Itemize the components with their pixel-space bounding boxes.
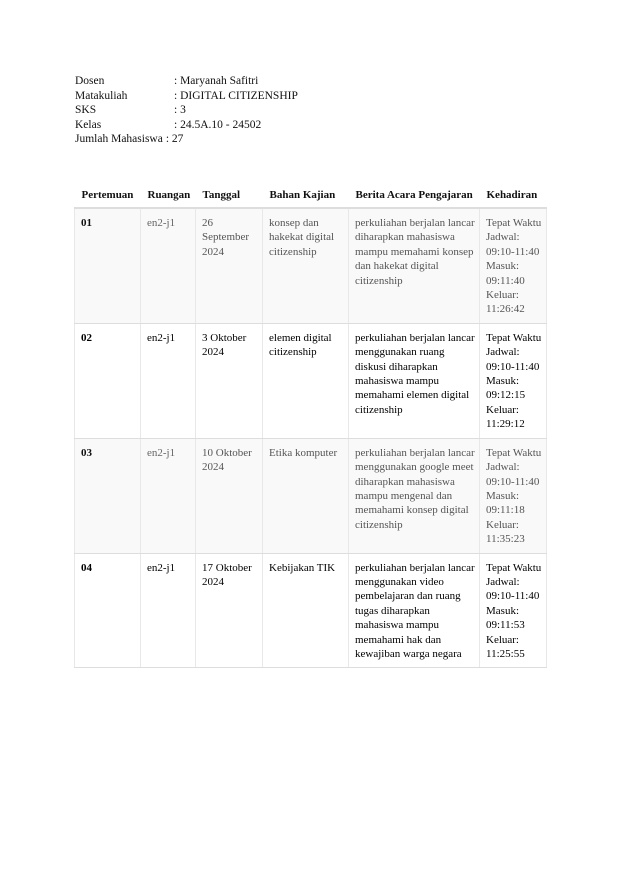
- kehadiran-jadwal: Jadwal: 09:10-11:40: [486, 231, 540, 258]
- kehadiran-cell: [480, 323, 547, 438]
- kelas-value: : 24.5A.10 - 24502: [174, 118, 262, 131]
- tanggal-cell: 3 Oktober 2024: [196, 323, 263, 438]
- kehadiran-keluar: Keluar: 11:26:42: [486, 289, 525, 316]
- col-tanggal: Tanggal: [196, 166, 263, 208]
- table-row: [75, 438, 547, 553]
- table-row: [75, 323, 547, 438]
- berita-acara-cell: perkuliahan berjalan lancar diharapkan mahasiswa mampu memahami konsep dan hakekat digital citizenship: [349, 208, 480, 323]
- pertemuan-cell: 03: [75, 438, 141, 553]
- dosen-value: : Maryanah Safitri: [174, 75, 259, 87]
- table-row: [75, 553, 547, 668]
- tanggal-cell: 10 Oktober 2024: [196, 438, 263, 553]
- tanggal-cell: 26 September 2024: [196, 208, 263, 323]
- bahan-kajian-cell: Etika komputer: [263, 438, 349, 553]
- dosen-row: [75, 74, 298, 89]
- kehadiran-jadwal: Jadwal: 09:10-11:40: [486, 461, 540, 488]
- col-bahan-kajian: Bahan Kajian: [263, 166, 349, 208]
- ruangan-cell: en2-j1: [141, 438, 196, 553]
- sks-label: SKS: [75, 104, 97, 117]
- attendance-table: [74, 166, 547, 668]
- table-row: [75, 208, 547, 323]
- bahan-kajian-cell: elemen digital citizenship: [263, 323, 349, 438]
- berita-acara-cell: perkuliahan berjalan lancar menggunakan ruang diskusi diharapkan mahasiswa mampu memahami elemen digital citizenship: [349, 323, 480, 438]
- tanggal-cell: 17 Oktober 2024: [196, 553, 263, 668]
- jumlah-mahasiswa-label: Jumlah Mahasiswa: [75, 133, 163, 146]
- bahan-kajian-cell: konsep dan hakekat digital citizenship: [263, 208, 349, 323]
- kehadiran-keluar: Keluar: 11:29:12: [486, 403, 525, 431]
- col-kehadiran: Kehadiran: [480, 166, 547, 208]
- kehadiran-status: Tepat Waktu: [486, 561, 542, 574]
- kehadiran-masuk: Masuk: 09:12:15: [486, 375, 526, 402]
- sks-row: [75, 103, 298, 118]
- kehadiran-cell: [480, 438, 547, 553]
- jumlah-mahasiswa-row: [75, 132, 298, 147]
- pertemuan-cell: 04: [75, 553, 141, 668]
- col-ruangan: Ruangan: [141, 166, 196, 208]
- kehadiran-cell: [480, 208, 547, 323]
- kehadiran-status: Tepat Waktu: [486, 217, 542, 229]
- kehadiran-cell: [480, 553, 547, 668]
- kehadiran-keluar: Keluar: 11:35:23: [486, 518, 525, 546]
- berita-acara-cell: perkuliahan berjalan lancar menggunakan google meet diharapkan mahasiswa mampu mengenal dan memahami konsep digital citizenship: [349, 438, 480, 553]
- jumlah-mahasiswa-value: : 27: [165, 133, 184, 146]
- sks-value: : 3: [174, 104, 186, 117]
- matakuliah-label: Matakuliah: [75, 89, 128, 102]
- dosen-label: Dosen: [75, 75, 105, 87]
- kehadiran-keluar: Keluar: 11:25:55: [486, 633, 525, 660]
- kehadiran-masuk: Masuk: 09:11:18: [486, 489, 525, 517]
- berita-acara-cell: perkuliahan berjalan lancar menggunakan video pembelajaran dan ruang tugas diharapkan mahasiswa mampu memahami hak dan kewajiban warga negara: [349, 553, 480, 668]
- kelas-label: Kelas: [75, 118, 102, 131]
- kehadiran-status: Tepat Waktu: [486, 446, 542, 459]
- col-berita-acara: Berita Acara Pengajaran: [349, 166, 480, 208]
- col-pertemuan: Pertemuan: [75, 166, 141, 208]
- kehadiran-masuk: Masuk: 09:11:40: [486, 260, 525, 287]
- ruangan-cell: en2-j1: [141, 553, 196, 668]
- kehadiran-jadwal: Jadwal: 09:10-11:40: [486, 575, 540, 603]
- kehadiran-masuk: Masuk: 09:11:53: [486, 604, 525, 632]
- matakuliah-value: : DIGITAL CITIZENSHIP: [174, 89, 298, 102]
- kehadiran-jadwal: Jadwal: 09:10-11:40: [486, 346, 540, 373]
- ruangan-cell: en2-j1: [141, 208, 196, 323]
- course-info: [75, 74, 298, 147]
- kehadiran-status: Tepat Waktu: [486, 331, 542, 344]
- pertemuan-cell: 02: [75, 323, 141, 438]
- pertemuan-cell: 01: [75, 208, 141, 323]
- table-header-row: [75, 166, 547, 208]
- bahan-kajian-cell: Kebijakan TIK: [263, 553, 349, 668]
- ruangan-cell: en2-j1: [141, 323, 196, 438]
- kelas-row: [75, 118, 298, 133]
- matakuliah-row: [75, 89, 298, 104]
